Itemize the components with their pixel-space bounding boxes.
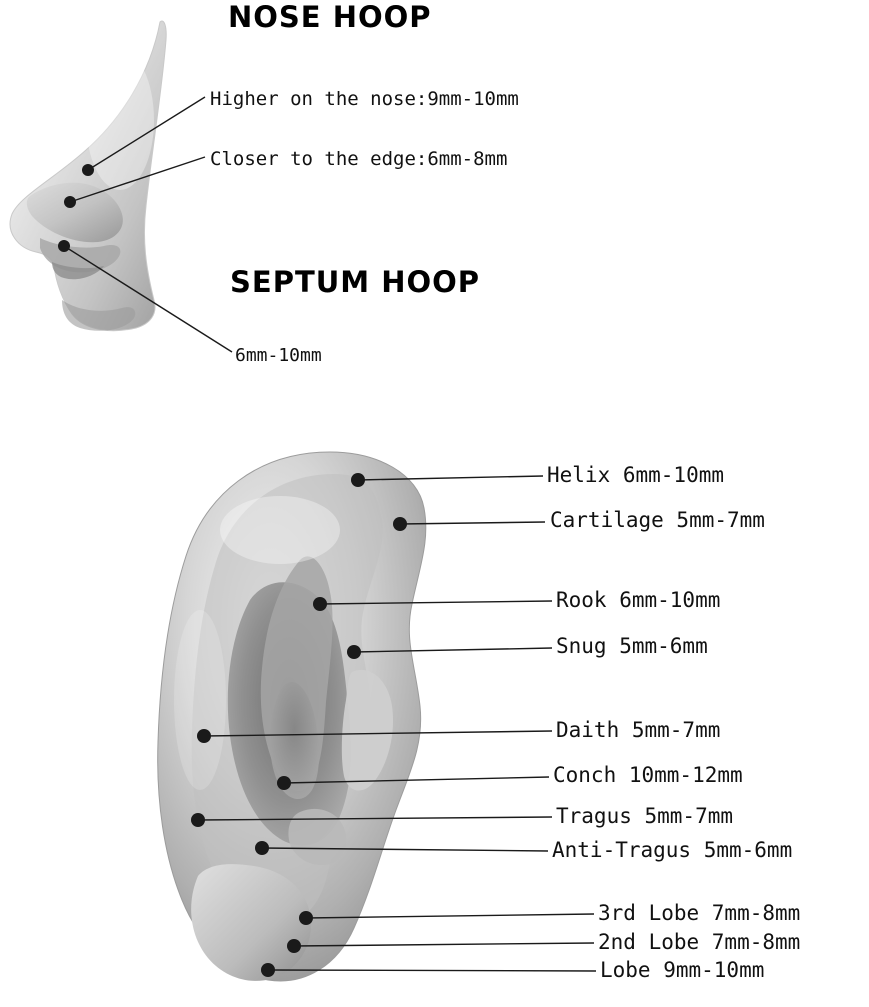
ear-label-tragus: Tragus 5mm-7mm [556,804,734,828]
marker-closer-to-edge [64,196,76,208]
ear-label-3rd-lobe: 3rd Lobe 7mm-8mm [598,901,801,925]
marker-daith [197,729,211,743]
marker-lobe [261,963,275,977]
nose-hoop-title: NOSE HOOP [228,0,432,34]
marker-2nd-lobe [287,939,301,953]
ear-illustration [158,452,426,981]
ear-label-rook: Rook 6mm-10mm [556,588,721,612]
ear-label-2nd-lobe: 2nd Lobe 7mm-8mm [598,930,801,954]
ear-label-snug: Snug 5mm-6mm [556,634,708,658]
nose-label-closer-to-edge: Closer to the edge:6mm-8mm [210,148,508,170]
marker-conch [277,776,291,790]
marker-rook [313,597,327,611]
marker-cartilage [393,517,407,531]
marker-anti-tragus [255,841,269,855]
ear-label-lobe: Lobe 9mm-10mm [600,958,765,982]
marker-septum [58,240,70,252]
septum-hoop-title: SEPTUM HOOP [230,265,481,299]
ear-label-helix: Helix 6mm-10mm [547,463,725,487]
ear-label-conch: Conch 10mm-12mm [553,763,743,787]
ear-label-cartilage: Cartilage 5mm-7mm [550,508,765,532]
marker-tragus [191,813,205,827]
marker-higher-on-nose [82,164,94,176]
septum-label-size: 6mm-10mm [235,345,322,366]
marker-snug [347,645,361,659]
ear-label-anti-tragus: Anti-Tragus 5mm-6mm [552,838,793,862]
nose-label-higher-on-nose: Higher on the nose:9mm-10mm [210,88,519,110]
marker-3rd-lobe [299,911,313,925]
ear-label-daith: Daith 5mm-7mm [556,718,721,742]
marker-helix [351,473,365,487]
